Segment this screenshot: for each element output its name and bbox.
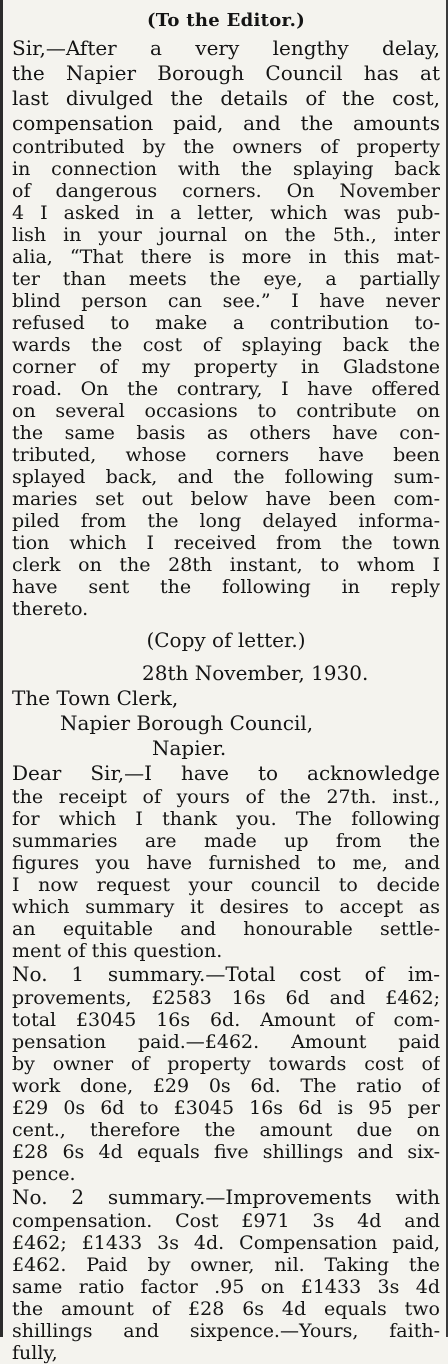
text-line: compensation. Cost £971 3s 4d and xyxy=(12,1210,440,1232)
text-line: blind person can see.” I have never xyxy=(12,290,440,312)
text-line: clerk on the 28th instant, to whom I xyxy=(12,554,440,576)
text-line: alia, “That there is more in this mat- xyxy=(12,246,440,268)
text-line: total £3045 16s 6d. Amount of com- xyxy=(12,1009,440,1031)
text-line: figures you have furnished to me, and xyxy=(12,852,440,874)
text-line: 4 I asked in a letter, which was pub- xyxy=(12,202,440,224)
text-line: cent., therefore the amount due on xyxy=(12,1119,440,1141)
text-line: ment of this question. xyxy=(12,940,223,962)
text-line: have sent the following in reply xyxy=(12,576,440,598)
text-line: piled from the long delayed informa- xyxy=(12,510,440,532)
newspaper-letter xyxy=(12,6,440,1364)
opening-paragraph xyxy=(12,36,440,620)
text-line: refused to make a contribution to- xyxy=(12,312,440,334)
text-line: contributed by the owners of property xyxy=(12,136,440,158)
text-line: same ratio factor .95 on £1433 3s 4d xyxy=(12,1276,440,1298)
letter-heading: (To the Editor.) xyxy=(146,10,306,31)
text-line: No. 2 summary.—Improvements with xyxy=(12,1185,440,1209)
text-line: shillings and sixpence.—Yours, faith- xyxy=(12,1320,440,1342)
text-line: ter than meets the eye, a partially xyxy=(12,268,440,290)
text-line: by owner of property towards cost of xyxy=(12,1053,440,1075)
text-line: an equitable and honourable settle- xyxy=(12,918,440,940)
text-line: the amount of £28 6s 4d equals two xyxy=(12,1298,440,1320)
address-line: The Town Clerk, xyxy=(12,686,179,710)
letter-date: 28th November, 1930. xyxy=(142,661,369,685)
text-line: compensation paid, and the amounts xyxy=(12,111,440,135)
summary-one xyxy=(12,962,440,1185)
text-line: £29 0s 6d to £3045 16s 6d is 95 per xyxy=(12,1097,440,1119)
text-line: road. On the contrary, I have offered xyxy=(12,378,440,400)
text-line: wards the cost of splaying back the xyxy=(12,334,440,356)
text-line: the same basis as others have con- xyxy=(12,422,440,444)
text-line: the Napier Borough Council has at xyxy=(12,61,440,85)
text-line: which summary it desires to accept as xyxy=(12,896,440,918)
letter-body xyxy=(12,761,440,962)
address-line: Napier. xyxy=(152,736,227,760)
text-line: I now request your council to decide xyxy=(12,874,440,896)
text-line: the receipt of yours of the 27th. inst., xyxy=(12,786,440,808)
text-line: fully, xyxy=(12,1342,58,1364)
address-line: Napier Borough Council, xyxy=(60,711,314,735)
text-line: maries set out below have been com- xyxy=(12,488,440,510)
text-line: Sir,—After a very lengthy delay, xyxy=(12,36,440,60)
copy-of-letter-label: (Copy of letter.) xyxy=(146,628,306,652)
address-block xyxy=(12,686,440,761)
text-line: pensation paid.—£462. Amount paid xyxy=(12,1031,440,1053)
text-line: tion which I received from the town xyxy=(12,532,440,554)
text-line: in connection with the splaying back xyxy=(12,158,440,180)
text-line: provements, £2583 16s 6d and £462; xyxy=(12,987,440,1009)
summary-two xyxy=(12,1185,440,1364)
text-line: of dangerous corners. On November xyxy=(12,180,440,202)
text-line: for which I thank you. The following xyxy=(12,808,440,830)
text-line: pence. xyxy=(12,1163,76,1185)
text-line: summaries are made up from the xyxy=(12,830,440,852)
text-line: £462; £1433 3s 4d. Compensation paid, xyxy=(12,1232,440,1254)
text-line: Dear Sir,—I have to acknowledge xyxy=(12,761,440,785)
text-line: £462. Paid by owner, nil. Taking the xyxy=(12,1254,440,1276)
column-rule-left xyxy=(0,0,3,1337)
text-line: on several occasions to contribute on xyxy=(12,400,440,422)
text-line: work done, £29 0s 6d. The ratio of xyxy=(12,1075,440,1097)
text-line: thereto. xyxy=(12,598,89,620)
text-line: lish in your journal on the 5th., inter xyxy=(12,224,440,246)
text-line: corner of my property in Gladstone xyxy=(12,356,440,378)
text-line: £28 6s 4d equals five shillings and six- xyxy=(12,1141,440,1163)
text-line: No. 1 summary.—Total cost of im- xyxy=(12,962,440,986)
text-line: last divulged the details of the cost, xyxy=(12,86,440,110)
text-line: splayed back, and the following sum- xyxy=(12,466,440,488)
text-line: tributed, whose corners have been xyxy=(12,444,440,466)
